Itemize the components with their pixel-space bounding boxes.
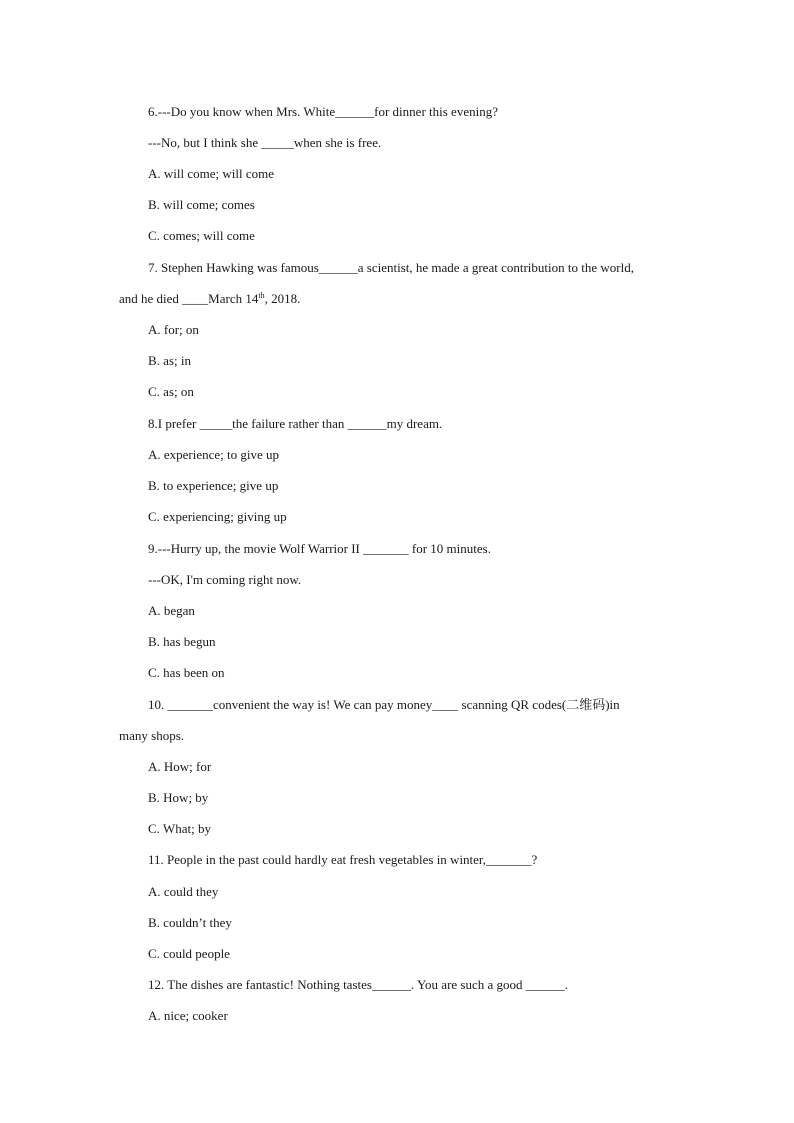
question-7-option-c: C. as; on — [148, 384, 194, 399]
question-number: 10. — [148, 697, 165, 712]
question-text: Stephen Hawking was famous______a scientist, he made a great contribution to the world, — [161, 260, 634, 275]
question-6-option-a: A. will come; will come — [148, 166, 275, 181]
question-9-option-c: C. has been on — [148, 665, 225, 680]
question-12-option-a: A. nice; cooker — [148, 1008, 228, 1023]
question-number: 8. — [148, 416, 158, 431]
question-number: 7. — [148, 260, 158, 275]
question-10-option-b: B. How; by — [148, 790, 209, 805]
question-text: ---Hurry up, the movie Wolf Warrior II _______ for 10 minutes. — [157, 541, 491, 556]
question-7-option-a: A. for; on — [148, 322, 199, 337]
question-11-stem — [148, 852, 537, 868]
question-text: People in the past could hardly eat fresh vegetables in winter,_______? — [167, 852, 538, 867]
question-6-option-c: C. comes; will come — [148, 228, 255, 243]
question-number: 9. — [148, 541, 158, 556]
superscript-ordinal: th — [258, 291, 265, 300]
question-9-option-a: A. began — [148, 603, 195, 618]
question-6-option-b: B. will come; comes — [148, 197, 255, 212]
question-8-option-b: B. to experience; give up — [148, 478, 279, 493]
question-11-option-a: A. could they — [148, 884, 219, 899]
question-text: I prefer _____the failure rather than ______my dream. — [157, 416, 443, 431]
question-7-stem-cont: and he died ____March 14th, 2018. — [119, 291, 301, 306]
question-text: The dishes are fantastic! Nothing tastes______. You are such a good ______. — [167, 977, 569, 992]
question-9-option-b: B. has begun — [148, 634, 216, 649]
question-10-stem — [148, 697, 620, 713]
question-7-stem — [148, 260, 634, 276]
question-number: 11. — [148, 852, 164, 867]
question-11-option-b: B. couldn’t they — [148, 915, 232, 930]
question-9-stem-cont: ---OK, I'm coming right now. — [148, 572, 302, 587]
question-10-stem-cont: many shops. — [119, 728, 184, 743]
question-text: _______convenient the way is! We can pay money____ scanning QR codes(二维码)in — [164, 697, 620, 712]
question-number: 6. — [148, 104, 158, 119]
question-8-option-a: A. experience; to give up — [148, 447, 280, 462]
question-6-stem-cont: ---No, but I think she _____when she is free. — [148, 135, 382, 150]
question-8-stem — [148, 416, 442, 432]
question-8-option-c: C. experiencing; giving up — [148, 509, 287, 524]
question-11-option-c: C. could people — [148, 946, 230, 961]
question-text: ---Do you know when Mrs. White______for dinner this evening? — [157, 104, 498, 119]
question-10-option-c: C. What; by — [148, 821, 211, 836]
question-7-option-b: B. as; in — [148, 353, 191, 368]
question-10-option-a: A. How; for — [148, 759, 212, 774]
question-6-stem — [148, 104, 498, 120]
question-9-stem — [148, 541, 491, 557]
question-12-stem — [148, 977, 568, 993]
question-number: 12. — [148, 977, 165, 992]
